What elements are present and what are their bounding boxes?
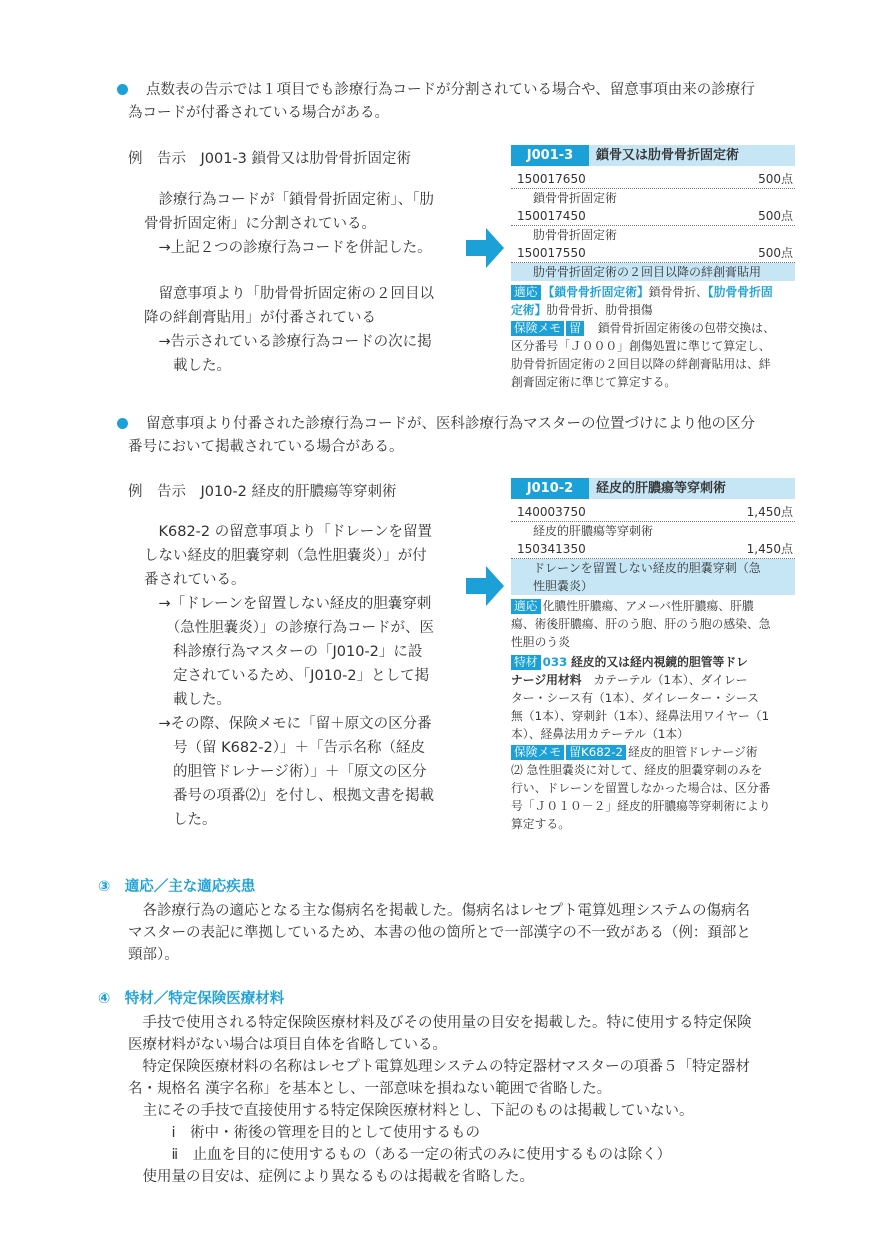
section4-line: 主にその手技で直接使用する特定保険医療材料とし、下記のものは掲載していない。	[128, 1103, 694, 1119]
memo-line: 算定する。	[511, 817, 570, 831]
section3-title: 適応／主な適応疾患	[124, 879, 256, 895]
item-code: 140003750	[517, 505, 586, 519]
bullet-text-2-line1: 留意事項より付番された診療行為コードが、医科診療行為マスターの位置づけにより他の区分	[146, 416, 755, 432]
bullet-text-1-line2: 為コードが付番されている場合がある。	[128, 105, 389, 121]
tokuzai-line	[511, 653, 795, 671]
example2-line: しない経皮的胆嚢穿刺（急性胆嚢炎）」が付	[144, 548, 427, 564]
memo-line	[511, 319, 795, 337]
memo-ref-tag: 留K682-2	[566, 745, 626, 760]
item-code: 150017550	[517, 246, 586, 260]
memo-tag: 保険メモ	[511, 321, 564, 336]
section4-line: 名・規格名 漢字名称」を基本とし、一部意味を損ねない範囲で省略した。	[128, 1081, 612, 1097]
example1-line: 載した。	[144, 358, 231, 374]
example1-line: →告示されている診療行為コードの次に掲	[144, 334, 432, 350]
section4-line: 使用量の目安は、症例により異なるものは掲載を省略した。	[128, 1169, 534, 1185]
tokuzai-title: ナージ用材料	[511, 673, 582, 687]
bullet-text-1-line1: 点数表の告示では１項目でも診療行為コードが分割されている場合や、留意事項由来の診療行	[146, 82, 755, 98]
item-code-row	[511, 540, 795, 559]
example2-line: 号（留 K682-2）」＋「告示名称（経皮	[144, 740, 425, 756]
tokuzai-line: 本）、経鼻法用カテーテル（1本）	[511, 727, 689, 741]
tokuzai-number: 033	[542, 655, 568, 669]
tokuzai-line: ター・シース有（1本）、ダイレーター・シース	[511, 691, 759, 705]
tokuzai-line: 無（1本）、穿刺針（1本）、経鼻法用ワイヤー（1	[511, 709, 770, 723]
item-code: 150341350	[517, 542, 586, 556]
memo-line: 号「Ｊ０１０－２」経皮的肝膿瘍等穿刺術により	[511, 799, 771, 813]
section4-title: 特材／特定保険医療材料	[124, 991, 285, 1007]
example2-line: 番号の項番⑵」を付し、根拠文書を掲載	[144, 788, 434, 804]
tekiou-tag: 適応	[511, 285, 541, 300]
example2-heading: 例 告示 J010-2 経皮的肝膿瘍等穿刺術	[128, 484, 397, 500]
tekiou-disease-group: 【肋骨骨折固	[707, 285, 773, 299]
section3-number: ③	[98, 879, 111, 895]
memo-text: 経皮的胆管ドレナージ術	[628, 745, 758, 759]
tekiou-line: 性胆のう炎	[511, 635, 570, 649]
arrow-right-icon	[466, 228, 504, 268]
item-points: 500点	[758, 246, 793, 260]
section4-line: 手技で使用される特定保険医療材料及びその使用量の目安を掲載した。特に使用する特定保険	[128, 1015, 752, 1031]
tokuzai-title: 経皮的又は経内視鏡的胆管等ドレ	[570, 655, 748, 669]
memo-line: 創膏固定術に準じて算定する。	[511, 375, 677, 389]
arrow-right-icon	[466, 566, 504, 606]
tekiou-line	[511, 597, 795, 615]
example2-line: （急性胆嚢炎）」の診療行為コードが、医	[144, 620, 434, 636]
item-points: 1,450点	[746, 542, 793, 556]
item-name: 肋骨骨折固定術	[533, 228, 618, 242]
memo-line	[511, 743, 795, 761]
procedure-header	[511, 145, 795, 166]
procedure-name: 経皮的肝膿瘍等穿刺術	[596, 481, 727, 496]
item-code: 150017450	[517, 209, 586, 223]
item-points: 500点	[758, 209, 793, 223]
tekiou-disease-group: 【鎖骨骨折固定術】	[542, 285, 649, 299]
item-name-highlight	[511, 559, 795, 595]
memo-line: ⑵ 急性胆嚢炎に対して、経皮的胆嚢穿刺のみを	[511, 763, 763, 777]
item-name: 経皮的肝膿瘍等穿刺術	[533, 524, 654, 538]
example2-line: K682-2 の留意事項より「ドレーンを留置	[144, 524, 432, 540]
memo-tag: 保険メモ	[511, 745, 564, 760]
section3-heading	[98, 876, 255, 898]
example2-line: →「ドレーンを留置しない経皮的胆嚢穿刺	[144, 596, 432, 612]
example2-line: →その際、保険メモに「留＋原文の区分番	[144, 716, 432, 732]
example1-line: 診療行為コードが「鎖骨骨折固定術」、「肋	[144, 192, 434, 208]
memo-line: 行い、ドレーンを留置しなかった場合は、区分番	[511, 781, 771, 795]
item-name: 性胆嚢炎）	[533, 579, 594, 593]
tekiou-line	[511, 283, 795, 301]
item-points: 500点	[758, 172, 793, 186]
memo-line: 肋骨骨折固定術の２回目以降の絆創膏貼用は、絆	[511, 357, 771, 371]
procedure-code: J001-3	[511, 145, 589, 166]
tekiou-disease-group: 定術】	[511, 303, 547, 317]
example2-line: した。	[144, 812, 217, 828]
item-name: ドレーンを留置しない経皮的胆嚢穿刺（急	[533, 561, 761, 575]
tokuzai-tag: 特材	[511, 655, 541, 670]
tekiou-line	[511, 301, 795, 319]
tokuzai-line	[511, 671, 795, 689]
section4-line: ⅰ 術中・術後の管理を目的として使用するもの	[128, 1125, 481, 1141]
section3-line: 頸部）。	[128, 947, 179, 963]
example1-line: 留意事項より「肋骨骨折固定術の２回目以	[144, 286, 434, 302]
section4-body	[128, 1012, 752, 1188]
section4-number: ④	[98, 991, 111, 1007]
tekiou-line: 瘍、術後肝膿瘍、肝のう胞、肝のう胞の感染、急	[511, 617, 771, 631]
example1-line: →上記２つの診療行為コードを併記した。	[144, 240, 432, 256]
example2-line: 載した。	[144, 692, 231, 708]
item-code-row	[511, 244, 795, 263]
example2-line: 的胆管ドレナージ術）」＋「原文の区分	[144, 764, 427, 780]
item-code-row	[511, 503, 795, 522]
section3-body	[128, 900, 751, 966]
example1-text	[144, 188, 434, 378]
tekiou-text: 鎖骨骨折、	[648, 285, 708, 299]
section4-heading	[98, 988, 284, 1010]
procedure-header	[511, 478, 795, 499]
section3-line: マスターの表記に準拠しているため、本書の他の箇所とで一部漢字の不一致がある（例：頚部と	[128, 925, 751, 941]
example1-line: 骨骨折固定術」に分割されている。	[144, 216, 376, 232]
tekiou-text: 肋骨骨折、肋骨損傷	[546, 303, 653, 317]
section4-line: ⅱ 止血を目的に使用するもの（ある一定の術式のみに使用するものは除く）	[128, 1147, 672, 1163]
procedure-code: J010-2	[511, 478, 589, 499]
tekiou-tag: 適応	[511, 599, 541, 614]
bullet-text-2-line2: 番号において掲載されている場合がある。	[128, 439, 404, 455]
tekiou-text: 化膿性肝膿瘍、アメーバ性肝膿瘍、肝膿	[542, 599, 754, 613]
memo-line: 区分番号「Ｊ０００」創傷処置に準じて算定し、	[511, 339, 771, 353]
item-code: 150017650	[517, 172, 586, 186]
procedure-box-j001-3	[511, 145, 795, 391]
example2-text	[144, 520, 434, 832]
item-code-row	[511, 207, 795, 226]
example2-line: 番されている。	[144, 572, 246, 588]
item-name: 鎖骨骨折固定術	[533, 191, 618, 205]
memo-ryu-tag: 留	[566, 321, 584, 336]
example2-line: 科診療行為マスターの「J010-2」に設	[144, 644, 423, 660]
section3-line: 各診療行為の適応となる主な傷病名を掲載した。傷病名はレセプト電算処理システムの傷病名	[128, 903, 751, 919]
example1-line: 降の絆創膏貼用」が付番されている	[144, 310, 376, 326]
tokuzai-text: カテーテル（1本）、ダイレー	[581, 673, 748, 687]
item-name: 肋骨骨折固定術の２回目以降の絆創膏貼用	[511, 263, 795, 281]
procedure-name: 鎖骨又は肋骨骨折固定術	[596, 148, 740, 163]
item-code-row	[511, 170, 795, 189]
example1-heading: 例 告示 J001-3 鎖骨又は肋骨骨折固定術	[128, 151, 412, 167]
procedure-box-j010-2	[511, 478, 795, 833]
section4-line: 医療材料がない場合は項目自体を省略している。	[128, 1037, 447, 1053]
example1-line	[144, 260, 434, 282]
example2-line: 定されているため、「J010-2」として掲	[144, 668, 430, 684]
section4-line: 特定保険医療材料の名称はレセプト電算処理システムの特定器材マスターの項番５「特定器材	[128, 1059, 751, 1075]
item-points: 1,450点	[746, 505, 793, 519]
bullet-dot-2	[117, 418, 128, 429]
bullet-dot-1	[117, 84, 128, 95]
memo-text: 鎖骨骨折固定術後の包帯交換は、	[586, 321, 775, 335]
